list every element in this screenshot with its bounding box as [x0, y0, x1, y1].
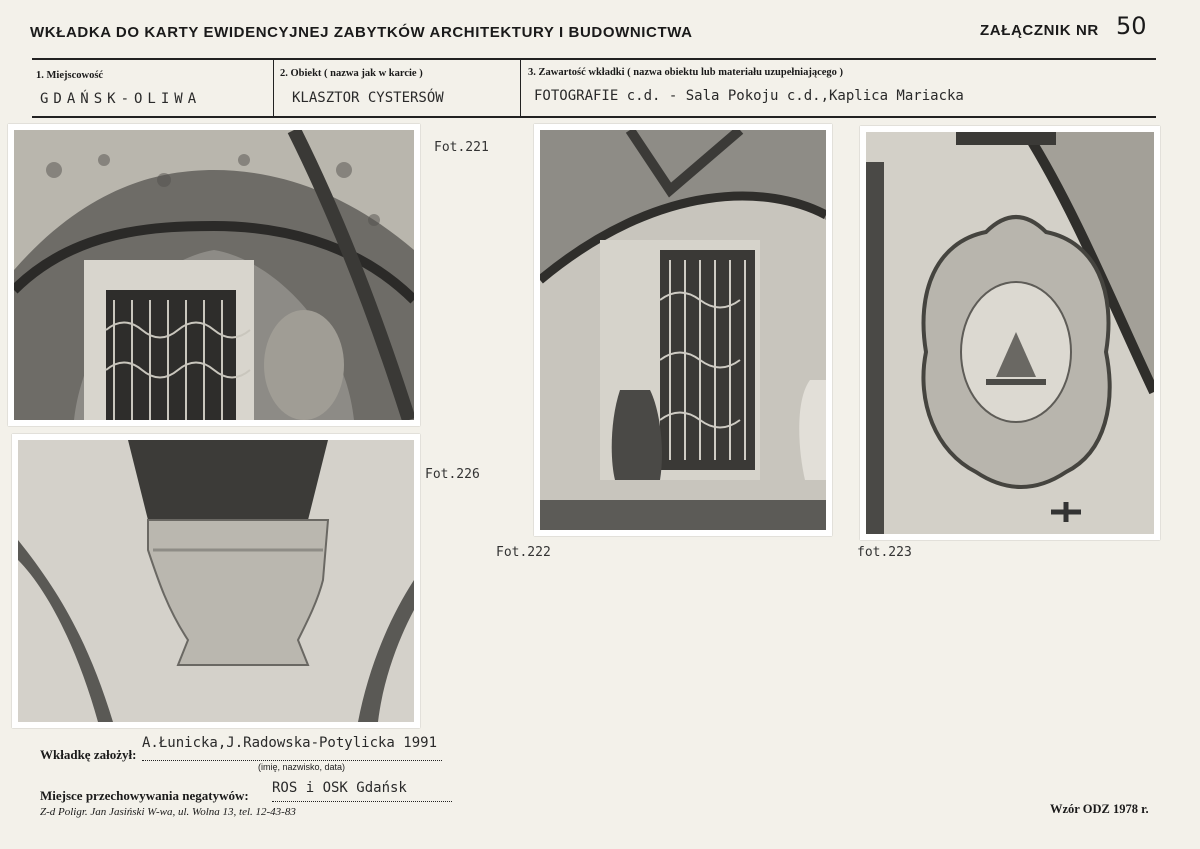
author-hint: (imię, nazwisko, data): [258, 762, 346, 772]
photo-223-label: fot.223: [857, 545, 912, 560]
contents-label: 3. Zawartość wkładki ( nazwa obiektu lub materiału uzupełniającego ): [528, 67, 844, 78]
photo-226-label: Fot.226: [425, 467, 480, 482]
form-title: WKŁADKA DO KARTY EWIDENCYJNEJ ZABYTKÓW ARCHITEKTURY I BUDOWNICTWA: [30, 24, 693, 41]
printer-imprint: Z-d Poligr. Jan Jasiński W-wa, ul. Wolna 13, tel. 12-43-83: [40, 806, 296, 818]
locality-value: GDAŃSK-OLIWA: [40, 91, 202, 107]
field-top-rule: [32, 58, 1156, 60]
photo-221: [8, 124, 420, 426]
field-divider-1: [273, 60, 274, 116]
photo-223: [860, 126, 1160, 540]
photo-222: [534, 124, 832, 536]
photo-226: [12, 434, 420, 728]
author-value: A.Łunicka,J.Radowska-Potylicka 1991: [142, 735, 438, 751]
author-dotline: [142, 760, 442, 761]
photo-221-label: Fot.221: [434, 140, 489, 155]
locality-label: 1. Miejscowość: [36, 70, 104, 81]
object-value: KLASZTOR CYSTERSÓW: [292, 90, 444, 106]
contents-value: FOTOGRAFIE c.d. - Sala Pokoju c.d.,Kaplica Mariacka: [534, 88, 964, 104]
object-label: 2. Obiekt ( nazwa jak w karcie ): [280, 68, 423, 79]
form-model: Wzór ODZ 1978 r.: [1050, 802, 1149, 816]
photo-222-label: Fot.222: [496, 545, 551, 560]
author-label: Wkładkę założył:: [40, 747, 137, 762]
field-bottom-rule: [32, 116, 1156, 118]
storage-value: ROS i OSK Gdańsk: [272, 780, 407, 796]
field-divider-2: [520, 60, 521, 116]
storage-dotline: [272, 801, 452, 802]
storage-label: Miejsce przechowywania negatywów:: [40, 788, 249, 803]
annex-label: ZAŁĄCZNIK NR: [980, 22, 1099, 39]
annex-number: 50: [1116, 12, 1147, 40]
